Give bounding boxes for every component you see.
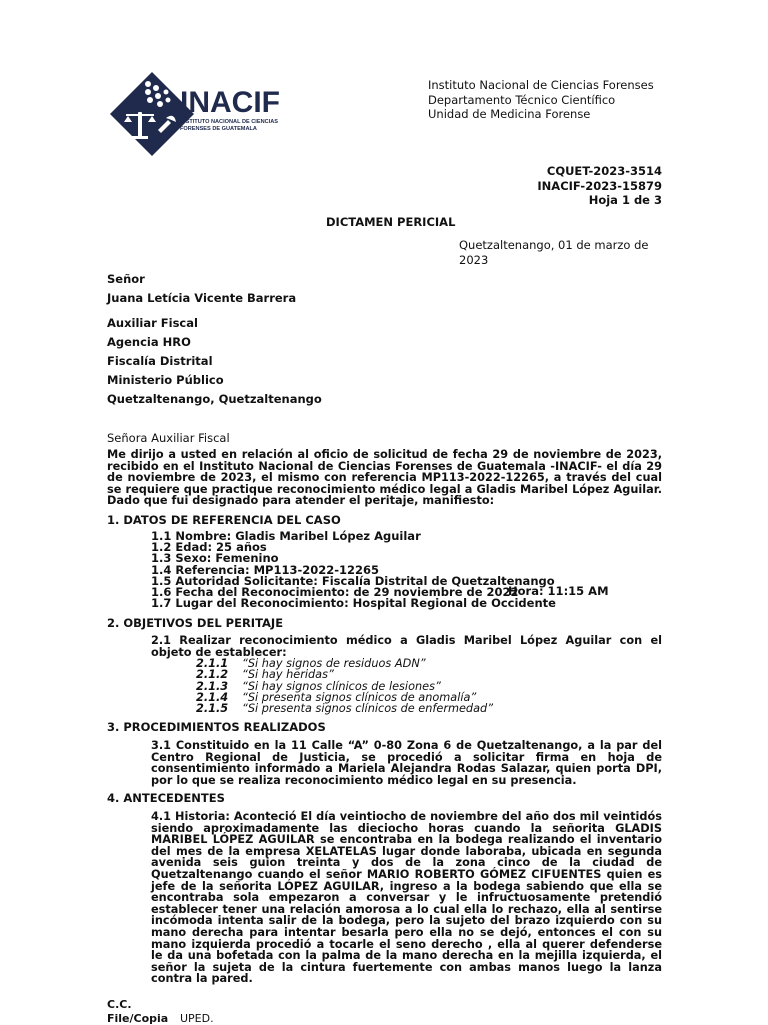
list-item: 1.2 Edad: 25 años: [151, 540, 267, 555]
list-item: 1.6 Fecha del Reconocimiento: de 29 noviembre de 2022: [151, 585, 519, 600]
list-item: 1.5 Autoridad Solicitante: Fiscalía Distrital de Quetzaltenango: [151, 573, 555, 588]
unit-line: Unidad de Medicina Forense: [428, 107, 591, 121]
document-date: [459, 238, 674, 268]
reference-block: [480, 164, 662, 208]
recipient-line: Fiscalía Distrital: [107, 354, 213, 368]
objective-intro: 2.1 Realizar reconocimiento médico a Gladis Maribel López Aguilar con el objeto de establecer:: [151, 634, 662, 659]
uped-label: UPED.: [180, 1012, 214, 1025]
objective-item: 2.1.4 “Si presenta signos clínicos de anomalía”: [196, 690, 477, 704]
recipient-line: Ministerio Público: [107, 373, 224, 387]
section-1-heading: 1. DATOS DE REFERENCIA DEL CASO: [107, 513, 341, 527]
list-item: 1.3 Sexo: Femenino: [151, 551, 279, 566]
inacif-reference: INACIF-2023-15879: [537, 178, 662, 193]
logo-subtext-2: FORENSES DE GUATEMALA: [180, 126, 257, 132]
objective-item: 2.1.1 “Si hay signos de residuos ADN”: [196, 657, 426, 670]
document-title: DICTAMEN PERICIAL: [326, 215, 456, 229]
list-item: 1.1 Nombre: Gladis Maribel López Aguilar: [151, 529, 421, 543]
inacif-emblem-icon: [108, 70, 298, 162]
list-item: 1.4 Referencia: MP113-2022-12265: [151, 562, 380, 577]
intro-paragraph: Me dirijo a usted en relación al oficio de solicitud de fecha 29 de noviembre de 2023, recibido en el Instituto Nacional de Ciencias Forenses de Guatemala -INACIF- el día 29 de noviembre de 2023, el mismo con referencia MP113-2022-12265, a través del cual se requiere que practique reconocimiento médico legal a Gladis Maribel López Aguilar. Dado que fui designado para atender el peritaje, manifiesto:: [107, 448, 662, 508]
case-data-list: [151, 531, 556, 609]
file-copy-label: File/Copia: [107, 1012, 169, 1025]
section-2-heading: 2. OBJETIVOS DEL PERITAJE: [107, 616, 284, 630]
institution-line: Instituto Nacional de Ciencias Forenses: [428, 78, 654, 92]
recipient-line: Quetzaltenango, Quetzaltenango: [107, 392, 322, 406]
procedure-paragraph: 3.1 Constituido en la 11 Calle “A” 0-80 Zona 6 de Quetzaltenango, a la par del Centro Regional de Justicia, se procedió a solicitar firma en hoja de consentimiento informado a Mariela Alejandra Rodas Salazar, quien porta DPI, por lo que se realiza reconocimiento médico legal en su presencia.: [151, 739, 662, 787]
case-reference: CQUET-2023-3514: [546, 164, 662, 178]
department-line: Departamento Técnico Científico: [428, 92, 616, 107]
date-line-1: Quetzaltenango, 01 de marzo de: [459, 238, 649, 252]
list-item: 1.7 Lugar del Reconocimiento: Hospital Regional de Occidente: [151, 596, 556, 611]
objective-item: 2.1.3 “Si hay signos clínicos de lesiones”: [196, 679, 441, 693]
greeting: Señora Auxiliar Fiscal: [107, 431, 230, 445]
recipient-line: Auxiliar Fiscal: [107, 316, 198, 330]
inacif-logo: [108, 70, 298, 162]
recipient-name: Juana Letícia Vicente Barrera: [107, 291, 297, 305]
recipient-salutation: Señor: [107, 272, 145, 286]
section-4-heading: 4. ANTECEDENTES: [107, 791, 225, 805]
cc-label: C.C.: [107, 998, 132, 1011]
logo-text: INACIF: [180, 86, 280, 119]
exam-time: Hora: 11:15 AM: [508, 584, 609, 598]
section-3-heading: 3. PROCEDIMIENTOS REALIZADOS: [107, 720, 326, 734]
history-paragraph: 4.1 Historia: Aconteció El día veintiocho de noviembre del año dos mil veintidós siendo aproximadamente las dieciocho horas cuando la señorita GLADIS MARIBEL LÓPEZ AGUILAR se encontraba en la bodega realizando el inventario del mes de la empresa XELATELAS lugar donde laboraba, ubicada en segunda avenida seis guion treinta y dos de la zona cinco de la ciudad de Quetzaltenango cuando el señor MARIO ROBERTO GÓMEZ CIFUENTES quien es jefe de la señorita LÓPEZ AGUILAR, ingreso a la bodega sabiendo que ella se encontraba sola empezaron a conversar y le infructuosamente pretendió establecer tener una relación amorosa a lo cual ella lo rechazo, ella al sentirse incómoda intenta salir de la bodega, pero la sujeto del brazo izquierdo con su mano derecha para intentar besarla pero ella no se dejó, entonces el con su mano izquierda procedió a tocarle el seno derecho , ella al querer defenderse le da una bofetada con la palma de la mano derecha en la mejilla izquierda, el señor la sujeta de la cintura fuertemente con ambas manos luego la lanza contra la pared.: [151, 810, 662, 986]
page-number: Hoja 1 de 3: [588, 193, 662, 207]
date-line-2: 2023: [459, 253, 489, 267]
objectives-list: [196, 658, 493, 714]
logo-subtext-1: INSTITUTO NACIONAL DE CIENCIAS: [180, 119, 278, 125]
institution-header: [428, 78, 728, 122]
recipient-line: Agencia HRO: [107, 335, 191, 349]
objective-item: 2.1.2 “Si hay heridas”: [196, 668, 334, 682]
objective-item: 2.1.5 “Si presenta signos clínicos de enfermedad”: [196, 702, 494, 716]
